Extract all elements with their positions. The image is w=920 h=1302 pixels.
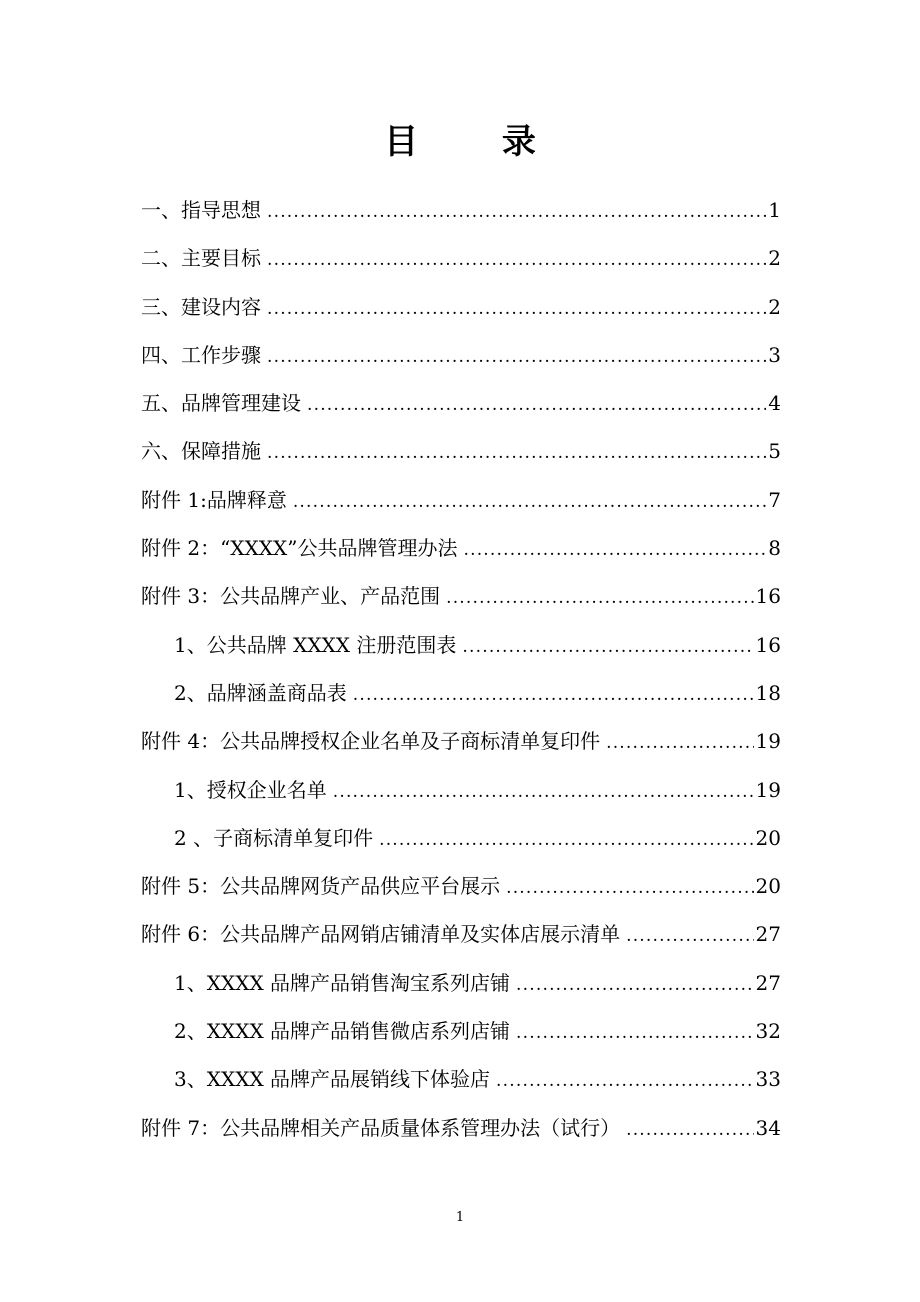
toc-entry-page-number: 16 xyxy=(755,584,781,609)
toc-entry-page-number: 1 xyxy=(768,198,781,222)
toc-leader-dots xyxy=(267,188,766,236)
toc-leader-dots xyxy=(379,816,753,864)
toc-entry-page-number: 20 xyxy=(755,825,781,850)
toc-entry[interactable] xyxy=(141,234,781,282)
toc-entry-text: 1、公共品牌 XXXX 注册范围表 xyxy=(174,632,457,657)
toc-entry-text: 一、指导思想 xyxy=(141,198,261,222)
toc-entry-page-number: 34 xyxy=(755,1115,781,1140)
toc-leader-dots xyxy=(606,719,753,767)
toc-leader-dots xyxy=(626,912,753,960)
toc-entry[interactable] xyxy=(141,814,781,862)
toc-leader-dots xyxy=(463,526,766,574)
toc-title: 目 录 xyxy=(384,122,572,162)
toc-entry[interactable] xyxy=(141,1104,781,1152)
toc-entry[interactable] xyxy=(141,572,781,620)
toc-entry-page-number: 4 xyxy=(768,391,781,416)
toc-entry-page-number: 8 xyxy=(768,536,781,561)
toc-entry[interactable] xyxy=(141,524,781,572)
toc-leader-dots xyxy=(516,1009,754,1057)
toc-leader-dots xyxy=(496,1057,754,1105)
toc-entry-text: 附件 7：公共品牌相关产品质量体系管理办法（试行） xyxy=(141,1115,621,1140)
toc-entry[interactable] xyxy=(141,766,781,814)
toc-entry[interactable] xyxy=(141,621,781,669)
toc-leader-dots xyxy=(446,574,753,622)
toc-leader-dots xyxy=(333,768,754,816)
toc-entry-page-number: 5 xyxy=(768,439,781,464)
toc-entry-page-number: 3 xyxy=(768,342,781,367)
toc-leader-dots xyxy=(516,961,754,1009)
toc-entry-text: 三、建设内容 xyxy=(141,294,261,319)
toc-entry-text: 二、主要目标 xyxy=(141,246,261,271)
toc-entry-page-number: 16 xyxy=(755,632,781,657)
toc-list xyxy=(141,186,781,1152)
toc-entry-text: 附件 5：公共品牌网货产品供应平台展示 xyxy=(141,874,501,899)
toc-entry-text: 附件 4：公共品牌授权企业名单及子商标清单复印件 xyxy=(141,729,601,754)
toc-entry-page-number: 33 xyxy=(755,1067,781,1092)
toc-entry[interactable] xyxy=(141,862,781,910)
toc-entry-text: 2、XXXX 品牌产品销售微店系列店铺 xyxy=(174,1019,511,1044)
toc-entry-text: 四、工作步骤 xyxy=(141,342,261,367)
toc-leader-dots xyxy=(626,1106,753,1154)
toc-leader-dots xyxy=(267,285,766,333)
toc-leader-dots xyxy=(462,623,753,671)
toc-entry-text: 1、XXXX 品牌产品销售淘宝系列店铺 xyxy=(174,970,511,995)
toc-entry-page-number: 19 xyxy=(755,777,781,802)
toc-entry-page-number: 18 xyxy=(755,680,781,705)
toc-entry-text: 3、XXXX 品牌产品展销线下体验店 xyxy=(174,1067,491,1092)
toc-leader-dots xyxy=(307,381,766,429)
toc-entry[interactable] xyxy=(141,1007,781,1055)
toc-leader-dots xyxy=(267,429,766,477)
toc-entry[interactable] xyxy=(141,379,781,427)
toc-entry[interactable] xyxy=(141,669,781,717)
toc-entry[interactable] xyxy=(141,476,781,524)
toc-entry-page-number: 7 xyxy=(768,487,781,512)
toc-entry-text: 附件 3：公共品牌产业、产品范围 xyxy=(141,584,441,609)
toc-entry-page-number: 32 xyxy=(755,1019,781,1044)
toc-entry[interactable] xyxy=(141,331,781,379)
toc-entry-page-number: 19 xyxy=(755,729,781,754)
toc-entry-page-number: 27 xyxy=(755,970,781,995)
toc-entry-page-number: 20 xyxy=(755,874,781,899)
toc-leader-dots xyxy=(293,478,766,526)
toc-entry-text: 2 、子商标清单复印件 xyxy=(174,825,374,850)
toc-entry-text: 1、授权企业名单 xyxy=(174,777,327,802)
toc-entry-text: 附件 2：“XXXX”公共品牌管理办法 xyxy=(141,536,458,561)
toc-entry[interactable] xyxy=(141,910,781,958)
toc-entry-text: 附件 1:品牌释意 xyxy=(141,487,287,512)
toc-leader-dots xyxy=(267,236,766,284)
toc-entry-page-number: 2 xyxy=(768,246,781,271)
toc-entry[interactable] xyxy=(141,427,781,475)
toc-leader-dots xyxy=(267,333,766,381)
page-number: 1 xyxy=(455,1210,465,1225)
toc-entry-text: 附件 6：公共品牌产品网销店铺清单及实体店展示清单 xyxy=(141,922,621,947)
toc-entry-text: 2、品牌涵盖商品表 xyxy=(174,680,347,705)
toc-entry[interactable] xyxy=(141,959,781,1007)
toc-entry[interactable] xyxy=(141,1055,781,1103)
toc-leader-dots xyxy=(506,864,753,912)
toc-entry[interactable] xyxy=(141,717,781,765)
toc-entry[interactable] xyxy=(141,186,781,234)
toc-leader-dots xyxy=(353,671,754,719)
toc-entry-page-number: 27 xyxy=(755,922,781,947)
toc-entry-text: 六、保障措施 xyxy=(141,439,261,464)
toc-entry[interactable] xyxy=(141,283,781,331)
toc-entry-text: 五、品牌管理建设 xyxy=(141,391,301,416)
toc-entry-page-number: 2 xyxy=(768,294,781,319)
